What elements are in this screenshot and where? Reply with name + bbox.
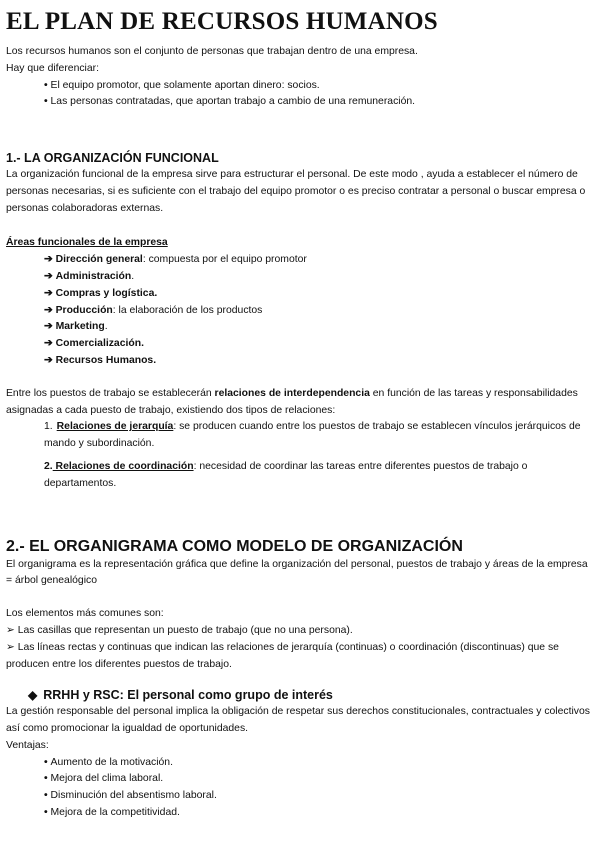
- intro-block: [6, 44, 594, 111]
- arrow-icon: ➔: [44, 254, 53, 266]
- section-organigrama: [6, 537, 594, 822]
- relation-item: 1. Relaciones de jerarquía: se producen cuando entre los puestos de trabajo se establecen vínculos jerárquicos de mando y subordinación.: [44, 421, 581, 450]
- list-item: ➔ Producción: la elaboración de los productos: [44, 304, 263, 316]
- chevron-bullet-icon: ➢: [6, 641, 15, 653]
- paragraph: El organigrama es la representación gráfica que define la organización del personal, puestos de trabajo y áreas de la empresa = árbol genealógico: [6, 558, 588, 587]
- relation-item: 2. Relaciones de coordinación: necesidad de coordinar las tareas entre diferentes puestos de trabajo o departamentos.: [44, 460, 528, 489]
- diamond-bullet-icon: ◆: [28, 688, 38, 703]
- subsection-heading: ◆ RRHH y RSC: El personal como grupo de interés: [28, 688, 333, 703]
- paragraph: Los elementos más comunes son:: [6, 608, 164, 620]
- section-organizacion-funcional: [6, 150, 594, 492]
- arrow-icon: ➔: [44, 354, 53, 366]
- arrow-icon: ➔: [44, 321, 53, 333]
- list-item: • Mejora del clima laboral.: [44, 771, 594, 788]
- paragraph: La gestión responsable del personal implica la obligación de respetar sus derechos constitucionales, contractuales y colectivos así como promocionar la igualdad de oportunidades.: [6, 706, 590, 734]
- list-item: ➔ Dirección general: compuesta por el equipo promotor: [44, 254, 307, 266]
- list-item: • Aumento de la motivación.: [44, 755, 594, 772]
- list-item: ➢ Las casillas que representan un puesto de trabajo (que no una persona).: [6, 624, 353, 636]
- list-item: ➔ Compras y logística.: [44, 287, 158, 299]
- arrow-icon: ➔: [44, 287, 53, 299]
- paragraph: La organización funcional de la empresa sirve para estructurar el personal. De este modo , ayuda a establecer el número de personas necesarias, si es suficiente con el trabajo del equipo promotor o es preciso contratar a personal o buscar empresa o personas colaboradoras externas.: [6, 168, 586, 214]
- list-item: ➔ Recursos Humanos.: [44, 354, 157, 366]
- list-item: • Las personas contratadas, que aportan trabajo a cambio de una remuneración.: [44, 94, 594, 111]
- areas-list: [6, 252, 594, 370]
- list-item: ➔ Administración.: [44, 270, 135, 282]
- chevron-bullet-icon: ➢: [6, 624, 15, 636]
- arrow-icon: ➔: [44, 270, 53, 282]
- list-item: • Disminución del absentismo laboral.: [44, 788, 594, 805]
- paragraph: Entre los puestos de trabajo se establecerán relaciones de interdependencia en función de las tareas y responsabilidades asignadas a cada puesto de trabajo, existiendo dos tipos de relaciones:: [6, 387, 578, 416]
- arrow-icon: ➔: [44, 338, 53, 350]
- section-heading: 1.- LA ORGANIZACIÓN FUNCIONAL: [6, 151, 219, 166]
- list-item: ➔ Marketing.: [44, 321, 108, 333]
- list-item: ➢ Las líneas rectas y continuas que indican las relaciones de jerarquía (continuas) o coordinación (discontinuas) que se producen entre los diferentes puestos de trabajo.: [6, 641, 559, 670]
- document-title: EL PLAN DE RECURSOS HUMANOS: [6, 8, 438, 35]
- list-item: • El equipo promotor, que solamente aportan dinero: socios.: [44, 78, 594, 95]
- arrow-icon: ➔: [44, 304, 53, 316]
- subsection-heading: Áreas funcionales de la empresa: [6, 237, 168, 249]
- advantages-list: [6, 755, 594, 822]
- intro-bullet-list: [6, 78, 594, 112]
- intro-line: Hay que diferenciar:: [6, 62, 99, 74]
- list-item: ➔ Comercialización.: [44, 338, 144, 350]
- section-heading: 2.- EL ORGANIGRAMA COMO MODELO DE ORGANIZACIÓN: [6, 537, 463, 555]
- intro-line: Los recursos humanos son el conjunto de personas que trabajan dentro de una empresa.: [6, 46, 418, 57]
- list-item: • Mejora de la competitividad.: [44, 805, 594, 822]
- paragraph: Ventajas:: [6, 739, 49, 751]
